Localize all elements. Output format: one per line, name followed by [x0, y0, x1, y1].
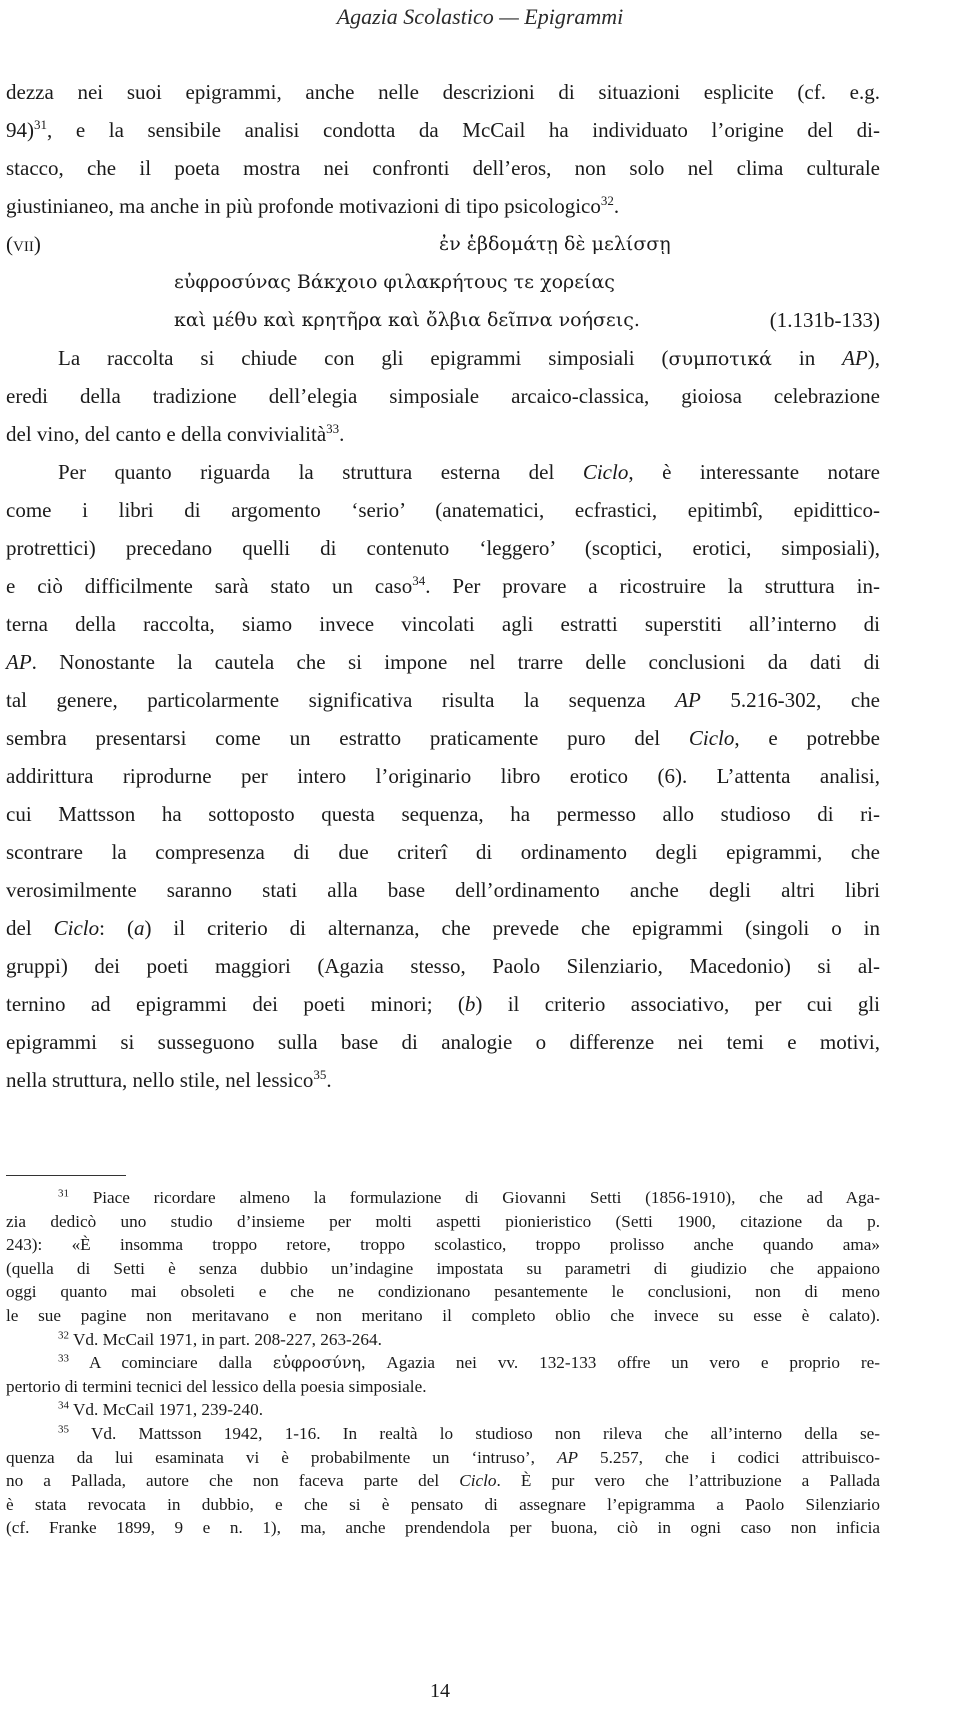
text-run: ), — [867, 346, 880, 370]
text-line — [6, 339, 880, 377]
abbrev-ap: AP — [556, 1447, 578, 1467]
text-run: , è interessante notare — [628, 460, 880, 484]
text-run: è stata revocata in dubbio, e che si è pensato di assegnare l’epigramma a Paolo Silenziario — [6, 1494, 880, 1514]
title-ciclo: Ciclo — [582, 460, 629, 484]
verse-line — [6, 263, 880, 301]
text-run: Per quanto riguarda la struttura esterna del — [58, 460, 583, 484]
abbrev-ap: AP — [675, 688, 701, 712]
text-line — [6, 947, 880, 985]
text-run: come i libri di argomento ‘serio’ (anatematici, ecfrastici, epitimbî, epidittico- — [6, 498, 880, 522]
footnote-number: 33 — [58, 1352, 69, 1365]
text-run: nella struttura, nello stile, nel lessico — [6, 1068, 314, 1092]
text-run: (cf. Franke 1899, 9 e n. 1), ma, anche prendendola per buona, ciò in ogni caso non inficia — [6, 1518, 880, 1538]
text-line — [6, 1023, 880, 1061]
text-line — [6, 149, 880, 187]
footnote-line — [6, 1328, 880, 1352]
greek-verse: καὶ μέθυ καὶ κρητῆρα καὶ ὄλβια δεῖπνα νοήσεις. — [174, 309, 640, 331]
abbrev-ap: AP — [842, 346, 868, 370]
text-line — [6, 795, 880, 833]
footnote-rule — [6, 1175, 126, 1176]
text-run: 5.216-302, che — [700, 688, 881, 712]
text-run: del — [6, 916, 54, 940]
footnote-ref[interactable]: 33 — [326, 421, 340, 436]
text-run: . Per provare a ricostruire la struttura in- — [425, 574, 880, 598]
footnote-number: 32 — [58, 1328, 69, 1341]
text-run: Vd. Mattsson 1942, 1-16. In realtà lo studioso non rileva che all’interno della se- — [90, 1423, 880, 1443]
footnote-line — [6, 1516, 880, 1540]
footnote-number: 31 — [58, 1187, 69, 1200]
text-run: le sue pagine non meritavano e non meritano il completo oblio che invece su esse è calato). — [6, 1305, 880, 1325]
page-number: 14 — [430, 1680, 450, 1702]
text-run: Piace ricordare almeno la formulazione di Giovanni Setti (1856-1910), che ad Aga- — [92, 1188, 880, 1207]
text-run: cui Mattsson ha sottoposto questa sequenza, ha permesso allo studioso di ri- — [6, 802, 880, 826]
text-line — [6, 909, 880, 947]
text-run: 5.257, che i codici attribuisco- — [577, 1447, 880, 1467]
main-text — [6, 73, 880, 1099]
text-line — [6, 491, 880, 529]
title-ciclo: Ciclo — [53, 916, 100, 940]
footnote-ref[interactable]: 34 — [412, 573, 426, 588]
footnote-line — [6, 1280, 880, 1304]
abbrev-ap: AP — [6, 650, 32, 674]
footnote-line — [6, 1375, 880, 1399]
footnote-line — [6, 1422, 880, 1446]
verse-line — [6, 301, 880, 339]
text-run: gruppi) dei poeti maggiori (Agazia stesso, Paolo Silenziario, Macedonio) si al- — [6, 954, 880, 978]
text-run: epigrammi si susseguono sulla base di analogie o differenze nei temi e motivi, — [6, 1030, 880, 1054]
footnote-line — [6, 1469, 880, 1493]
text-run: , e potrebbe — [734, 726, 880, 750]
footnote-line — [6, 1257, 880, 1281]
text-run: ) il criterio associativo, per cui gli — [475, 992, 880, 1016]
text-line: del vino, del canto e della convivialità$^{33}$. — [6, 421, 345, 446]
text-line: giustinianeo, ma anche in più profonde motivazioni di tipo psicologico$^{32}$. — [6, 193, 620, 218]
greek-term: εὐφροσύνη — [272, 1353, 362, 1373]
text-run: quenza da lui esaminata vi è probabilmente un ‘intruso’, — [6, 1447, 557, 1467]
text-run: scontrare la compresenza di due criterî di ordinamento degli epigrammi, che — [6, 840, 880, 864]
greek-verse: ἐν ἑβδομάτῃ δὲ μελίσσῃ — [439, 233, 671, 255]
verse-reference: (1.131b-133) — [769, 308, 880, 332]
text-line — [6, 757, 880, 795]
text-run: ternino ad epigrammi dei poeti minori; ( — [6, 992, 465, 1016]
footnotes — [6, 1186, 880, 1540]
list-letter: a — [133, 916, 145, 940]
text-run: protrettici) precedano quelli di contenuto ‘leggero’ (scoptici, erotici, simposiali), — [6, 536, 880, 560]
text-run: Vd. McCail 1971, 239-240. — [73, 1400, 264, 1420]
text-run: . È pur vero che l’attribuzione a Pallada — [496, 1471, 880, 1491]
text-run: giustinianeo, ma anche in più profonde motivazioni di tipo psicologico — [6, 194, 601, 218]
title-ciclo: Ciclo — [459, 1471, 497, 1491]
text-run: no a Pallada, autore che non faceva parte del — [6, 1471, 460, 1491]
text-run: 243): «È insomma troppo retore, troppo scolastico, troppo prolisso anche quando ama» — [6, 1235, 880, 1255]
text-line — [6, 719, 880, 757]
text-run: , Agazia nei vv. 132-133 offre un vero e proprio re- — [361, 1353, 880, 1373]
text-run: dezza nei suoi epigrammi, anche nelle descrizioni di situazioni esplicite (cf. e.g. — [6, 80, 880, 104]
footnote-number: 35 — [58, 1423, 69, 1436]
text-run: zia dedicò uno studio d’insieme per molti aspetti pionieristico (Setti 1900, citazione da p. — [6, 1211, 880, 1231]
text-line — [6, 377, 880, 415]
footnote-line — [6, 1233, 880, 1257]
text-run: del vino, del canto e della convivialità — [6, 422, 327, 446]
greek-verse: εὐφροσύνας Βάκχοιο φιλακρήτους τε χορείας — [174, 271, 615, 293]
footnote-line — [6, 1446, 880, 1470]
text-run: in — [771, 346, 843, 370]
footnote-ref[interactable]: 35 — [313, 1067, 327, 1082]
text-run: Vd. McCail 1971, in part. 208-227, 263-264. — [73, 1329, 382, 1349]
text-run: , e la sensibile analisi condotta da McCail ha individuato l’origine del di- — [47, 118, 880, 142]
verse-line — [6, 225, 880, 263]
text-line — [6, 529, 880, 567]
text-run: e ciò difficilmente sarà stato un caso — [6, 574, 413, 598]
text-line — [6, 833, 880, 871]
text-run: pertorio di termini tecnici del lessico della poesia simposiale. — [6, 1376, 427, 1396]
footnote-line — [6, 1186, 880, 1210]
title-ciclo: Ciclo — [688, 726, 735, 750]
text-line: nella struttura, nello stile, nel lessico$^{35}$. — [6, 1067, 332, 1092]
text-line — [6, 871, 880, 909]
text-run: terna della raccolta, siamo invece vincolati agli estratti superstiti all’interno di — [6, 612, 880, 636]
text-line — [6, 605, 880, 643]
text-run: addirittura riprodurne per intero l’originario libro erotico (6). L’attenta analisi, — [6, 764, 880, 788]
text-run: : ( — [99, 916, 134, 940]
footnote-ref[interactable]: 32 — [600, 193, 614, 208]
text-run: eredi della tradizione dell’elegia simposiale arcaico-classica, gioiosa celebrazione — [6, 384, 880, 408]
footnote-ref[interactable]: 31 — [34, 117, 47, 132]
text-run: ) il criterio di alternanza, che prevede che epigrammi (singoli o in — [144, 916, 881, 940]
text-run: verosimilmente saranno stati alla base dell’ordinamento anche degli altri libri — [6, 878, 880, 902]
text-run: sembra presentarsi come un estratto praticamente puro del — [6, 726, 689, 750]
text-run: oggi quanto mai obsoleti e che ne condizionano pesantemente le conclusioni, non di meno — [6, 1282, 880, 1302]
footnote-number: 34 — [58, 1399, 69, 1412]
text-run: stacco, che il poeta mostra nei confronti dell’eros, non solo nel clima culturale — [6, 156, 880, 180]
greek-term: συμποτικά — [668, 348, 772, 370]
text-run: . Nonostante la cautela che si impone nel trarre delle conclusioni da dati di — [31, 650, 880, 674]
footnote-line — [6, 1398, 880, 1422]
text-run: A cominciare dalla — [88, 1353, 273, 1373]
footnote-line — [6, 1304, 880, 1328]
footnote-line — [6, 1493, 880, 1517]
footnote-line — [6, 1351, 880, 1375]
running-header: Agazia Scolastico — Epigrammi — [336, 4, 624, 29]
text-line — [6, 111, 880, 149]
verse-number: (vii) — [6, 232, 41, 256]
text-run: tal genere, particolarmente significativa risulta la sequenza — [6, 688, 676, 712]
text-line — [6, 567, 880, 605]
text-run: (quella di Setti è senza dubbio un’indagine impostata su parametri di giudizio che appaiono — [6, 1258, 880, 1278]
text-run: 94) — [6, 118, 34, 142]
text-line — [6, 453, 880, 491]
text-line — [6, 643, 880, 681]
text-line — [6, 681, 880, 719]
list-letter: b — [464, 992, 476, 1016]
footnote-line — [6, 1210, 880, 1234]
text-run: La raccolta si chiude con gli epigrammi simposiali ( — [58, 346, 669, 370]
text-line — [6, 73, 880, 111]
text-line — [6, 985, 880, 1023]
